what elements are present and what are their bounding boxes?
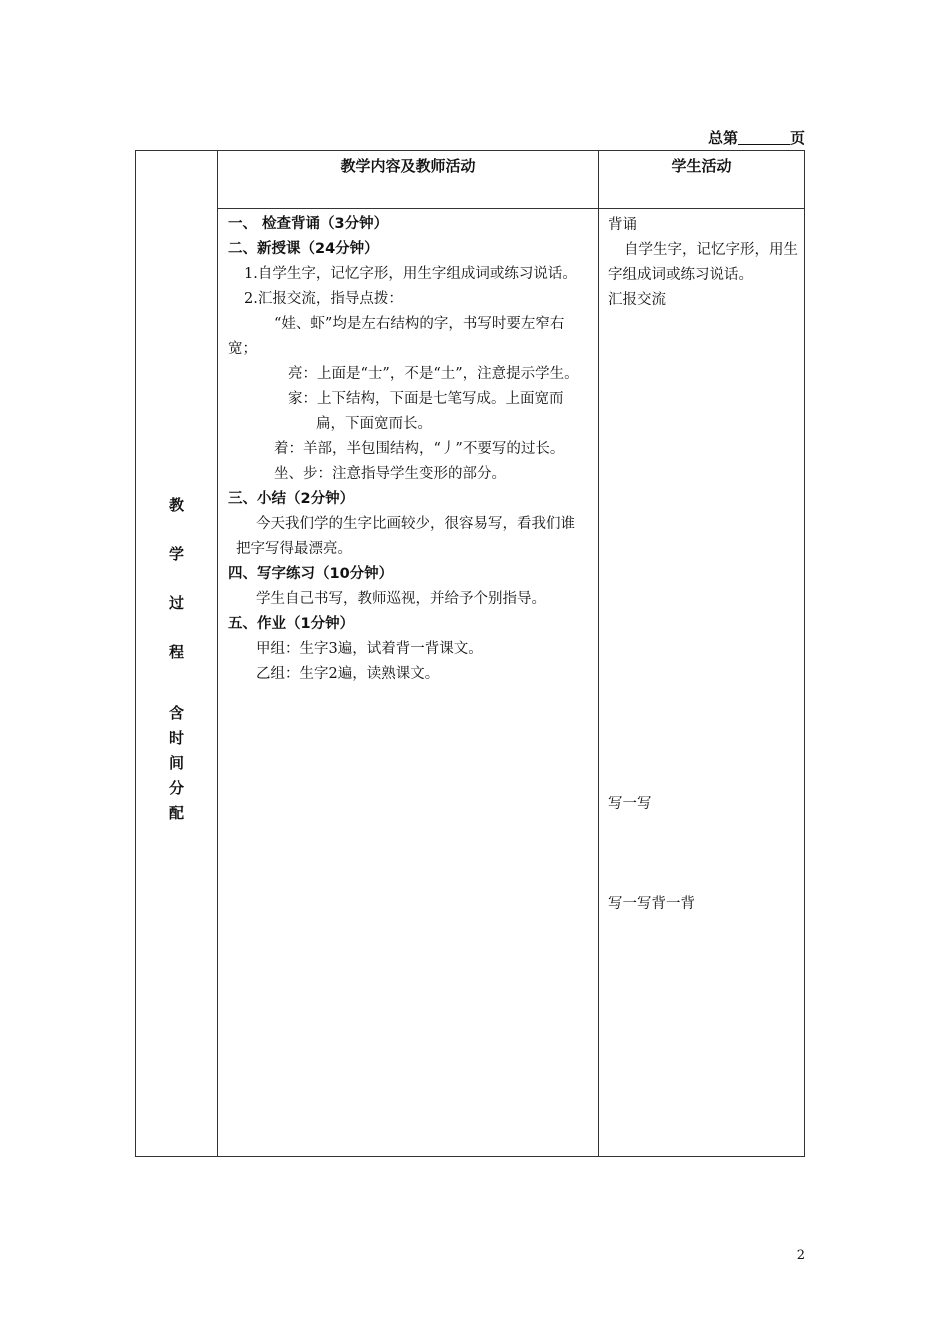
- side-label-cell: [136, 151, 218, 1157]
- student-activity-block: [608, 213, 798, 313]
- total-suffix: 页: [789, 129, 805, 147]
- paragraph: 亮：上面是“士”，不是“土”，注意提示学生。: [288, 366, 579, 382]
- paragraph: 2.汇报交流，指导点拨：: [244, 291, 403, 307]
- total-page-label: [708, 127, 805, 148]
- student-activity: 写一写背一背: [608, 896, 695, 912]
- section-heading: 二、新授课（24分钟）: [228, 241, 379, 257]
- section-heading: 四、写字练习（10分钟）: [228, 566, 394, 582]
- paragraph: 坐、步：注意指导学生变形的部分。: [274, 466, 506, 482]
- column-header-content: 教学内容及教师活动: [218, 151, 599, 209]
- paragraph: 甲组：生字3遍，试着背一背课文。: [256, 641, 483, 657]
- paragraph: 1.自学生字，记忆字形，用生字组成词或练习说话。: [244, 266, 577, 282]
- total-page-blank[interactable]: [738, 130, 790, 145]
- section-heading: 三、小结（2分钟）: [228, 491, 355, 507]
- student-activity: 汇报交流: [608, 292, 666, 308]
- section-heading: 一、 检查背诵（3分钟）: [228, 216, 389, 232]
- page-number: 2: [796, 1248, 805, 1263]
- paragraph: 乙组：生字2遍，读熟课文。: [256, 666, 440, 682]
- student-activity: 背诵: [608, 217, 637, 233]
- paragraph: 着：羊部，半包围结构，“丿”不要写的过长。: [274, 441, 565, 457]
- teacher-content-cell: [218, 209, 599, 1157]
- lesson-plan-table: [135, 150, 805, 1157]
- paragraph: 今天我们学的生字比画较少，很容易写，看我们谁把字写得最漂亮。: [236, 516, 575, 557]
- student-activity: 写一写: [608, 796, 652, 812]
- column-header-student: 学生活动: [599, 151, 805, 209]
- teaching-process-label: 教 学 过 程 含 时 间 分 配: [168, 496, 184, 822]
- paragraph: “娃、虾”均是左右结构的字，书写时要左窄右宽；: [228, 316, 565, 357]
- student-activity: 自学生字，记忆字形，用生字组成词或练习说话。: [608, 242, 798, 283]
- paragraph: 学生自己书写，教师巡视，并给予个别指导。: [256, 591, 546, 607]
- paragraph: 家：上下结构，下面是七笔写成。上面宽而扁，下面宽而长。: [288, 391, 564, 432]
- student-activity-cell: [599, 209, 805, 1157]
- section-heading: 五、作业（1分钟）: [228, 616, 355, 632]
- total-prefix: 总第: [707, 129, 738, 147]
